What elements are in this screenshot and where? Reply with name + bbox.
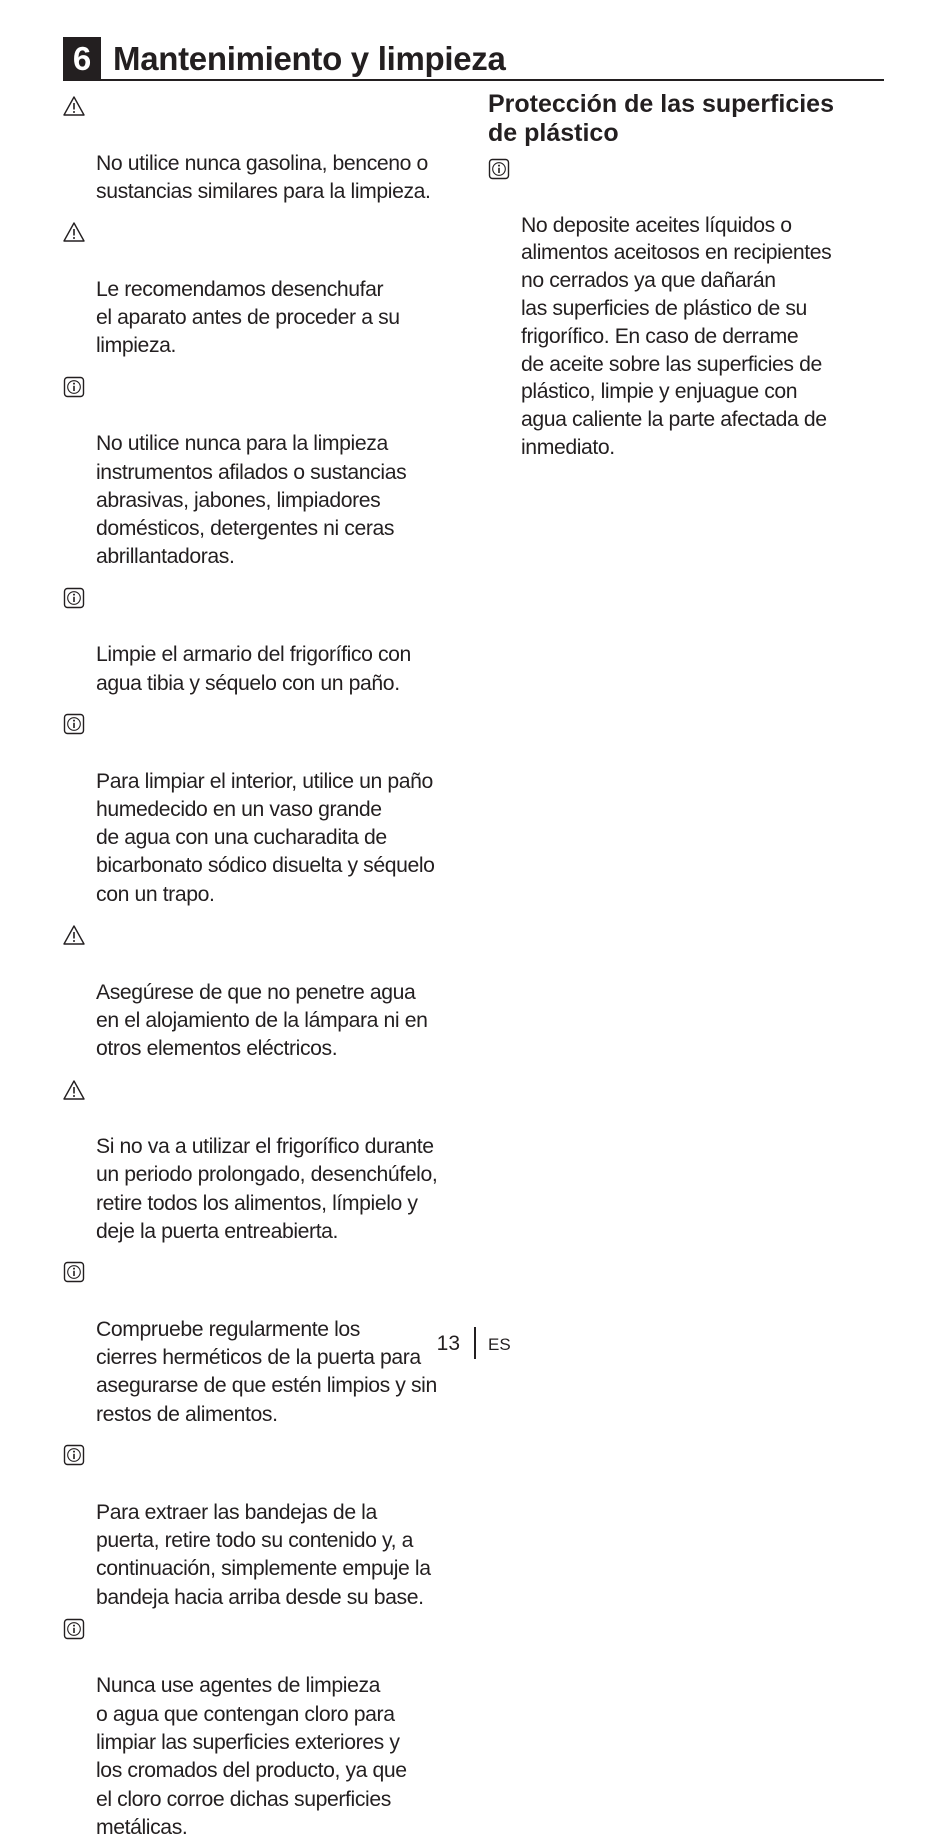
item-text: Para limpiar el interior, utilice un paño humedecido en un vaso grande de agua con una cucharadita de bicarbonato sódico disuelta y séquelo con un trapo. [96, 769, 435, 906]
item-text: No deposite aceites líquidos o alimentos aceitosos en recipientes no cerrados ya que dañarán las superficies de plástico de su frigorífico. En caso de derrame de aceite sobre las superficies de plástico, limpie y enjuague con agua caliente la parte afectada de inmediato. [521, 213, 832, 459]
language-code: ES [488, 1335, 511, 1354]
item-text: Nunca use agentes de limpieza o agua que contengan cloro para limpiar las superficies exteriores y los cromados del producto, ya que el cloro corroe dichas superficies metálicas. [96, 1674, 407, 1839]
item-text: Si no va a utilizar el frigorífico durante un periodo prolongado, desenchúfelo, retire todos los alimentos, límpielo y deje la puerta entreabierta. [96, 1135, 438, 1243]
info-icon [63, 713, 85, 735]
left-column [63, 93, 473, 1842]
info-icon [63, 587, 85, 609]
list-item [63, 922, 473, 1063]
list-item [63, 1442, 473, 1612]
section-header [63, 37, 884, 81]
right-column [488, 90, 888, 462]
list-item [488, 156, 888, 462]
item-text: No utilice nunca para la limpieza instrumentos afilados o sustancias abrasivas, jabones, limpiadores domésticos, detergentes ni ceras abrillantadoras. [96, 432, 407, 569]
footer-divider [474, 1327, 476, 1359]
warning-icon [63, 95, 85, 117]
item-text: No utilice nunca gasolina, benceno o sustancias similares para la limpieza. [96, 151, 431, 203]
info-icon [63, 1261, 85, 1283]
list-item [63, 1077, 473, 1247]
section-title: Mantenimiento y limpieza [113, 40, 506, 77]
item-text: Para extraer las bandejas de la puerta, retire todo su contenido y, a continuación, simplemente empuje la bandeja hacia arriba desde su base. [96, 1500, 431, 1609]
list-item [63, 219, 473, 360]
warning-icon [63, 1079, 85, 1101]
item-text: Limpie el armario del frigorífico con agua tibia y séquelo con un paño. [96, 643, 411, 695]
list-item [63, 711, 473, 909]
list-item [63, 1616, 473, 1842]
list-item [63, 585, 473, 698]
info-icon [63, 1444, 85, 1466]
item-text: Le recomendamos desenchufar el aparato antes de proceder a su limpieza. [96, 277, 400, 358]
warning-icon [63, 924, 85, 946]
subsection-heading: Protección de las superficies de plástico [488, 90, 834, 147]
list-item [63, 374, 473, 572]
page-number: 13 [436, 1332, 460, 1355]
info-icon [63, 1618, 85, 1640]
item-text: Asegúrese de que no penetre agua en el alojamiento de la lámpara ni en otros elementos eléctricos. [96, 980, 428, 1061]
info-icon [63, 376, 85, 398]
info-icon [488, 158, 510, 180]
section-number: 6 [63, 37, 101, 79]
item-text: Compruebe regularmente los cierres herméticos de la puerta para asegurarse de que estén limpios y sin restos de alimentos. [96, 1317, 437, 1426]
page-footer [0, 1327, 950, 1361]
list-item [63, 93, 473, 206]
warning-icon [63, 221, 85, 243]
